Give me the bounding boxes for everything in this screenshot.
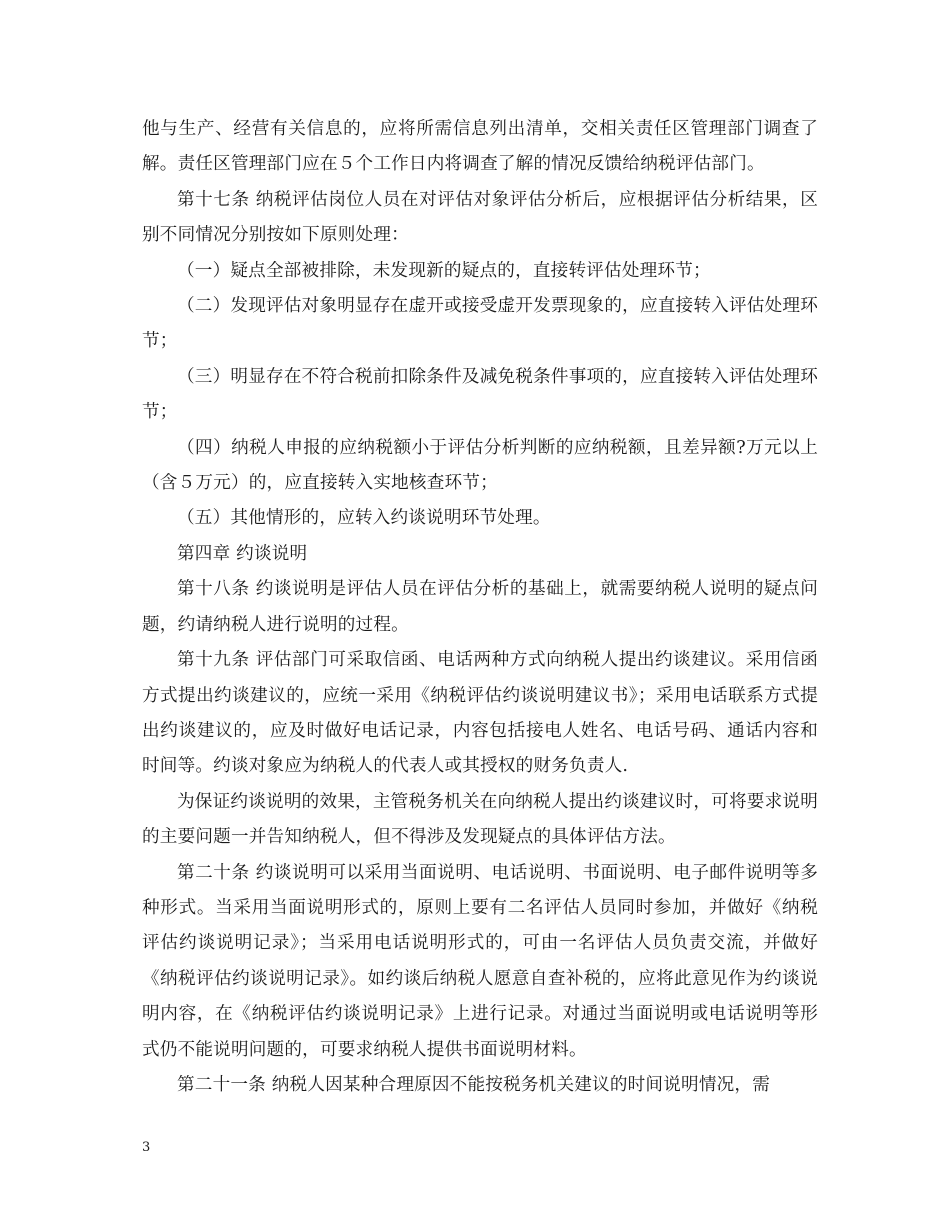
paragraph-article-18: 第十八条 约谈说明是评估人员在评估分析的基础上，就需要纳税人说明的疑点问题，约请纳税人进行说明的过程。 [142,579,818,635]
paragraph-article-17-item-5: （五）其他情形的，应转入约谈说明环节处理。 [177,508,551,529]
paragraph-article-20: 第二十条 约谈说明可以采用当面说明、电话说明、书面说明、电子邮件说明等多种形式。当采用当面说明形式的，原则上要有二名评估人员同时参加，并做好《纳税评估约谈说明记录》；当采用电话说明形式的，可由一名评估人员负责交流，并做好《纳税评估约谈说明记录》。如约谈后纳税人愿意自查补税的，应将此意见作为约谈说明内容，在《纳税评估约谈说明记录》上进行记录。对通过当面说明或电话说明等形式仍不能说明问题的，可要求纳税人提供书面说明材料。 [142,862,818,1060]
paragraph-info-collection: 他与生产、经营有关信息的，应将所需信息列出清单，交相关责任区管理部门调查了解。责任区管理部门应在５个工作日内将调查了解的情况反馈给纳税评估部门。 [142,119,818,175]
paragraph-article-17: 第十七条 纳税评估岗位人员在对评估对象评估分析后，应根据评估分析结果，区别不同情况分别按如下原则处理： [142,189,818,246]
paragraph-article-17-item-2: （二）发现评估对象明显存在虚开或接受虚开发票现象的，应直接转入评估处理环节； [142,296,818,352]
chapter-heading: 第四章 约谈说明 [177,543,308,564]
paragraph-article-17-item-4: （四）纳税人申报的应纳税额小于评估分析判断的应纳税额，且差异额?万元以上（含５万元）的，应直接转入实地核查环节； [142,437,818,494]
paragraph-article-19: 第十九条 评估部门可采取信函、电话两种方式向纳税人提出约谈建议。采用信函方式提出约谈建议的，应统一采用《纳税评估约谈说明建议书》；采用电话联系方式提出约谈建议的，应及时做好电话记录，内容包括接电人姓名、电话号码、通话内容和时间等。约谈对象应为纳税人的代表人或其授权的财务负责人. [142,650,818,777]
paragraph-article-21: 第二十一条 纳税人因某种合理原因不能按税务机关建议的时间说明情况，需 [177,1074,770,1095]
paragraph-article-17-item-1: （一）疑点全部被排除，未发现新的疑点的，直接转评估处理环节； [177,260,711,281]
paragraph-article-19-supplement: 为保证约谈说明的效果，主管税务机关在向纳税人提出约谈建议时，可将要求说明的主要问题一并告知纳税人，但不得涉及发现疑点的具体评估方法。 [142,791,818,848]
paragraph-article-17-item-3: （三）明显存在不符合税前扣除条件及减免税条件事项的，应直接转入评估处理环节； [142,366,818,423]
page-number: 3 [142,1140,151,1155]
document-body [142,112,818,1103]
